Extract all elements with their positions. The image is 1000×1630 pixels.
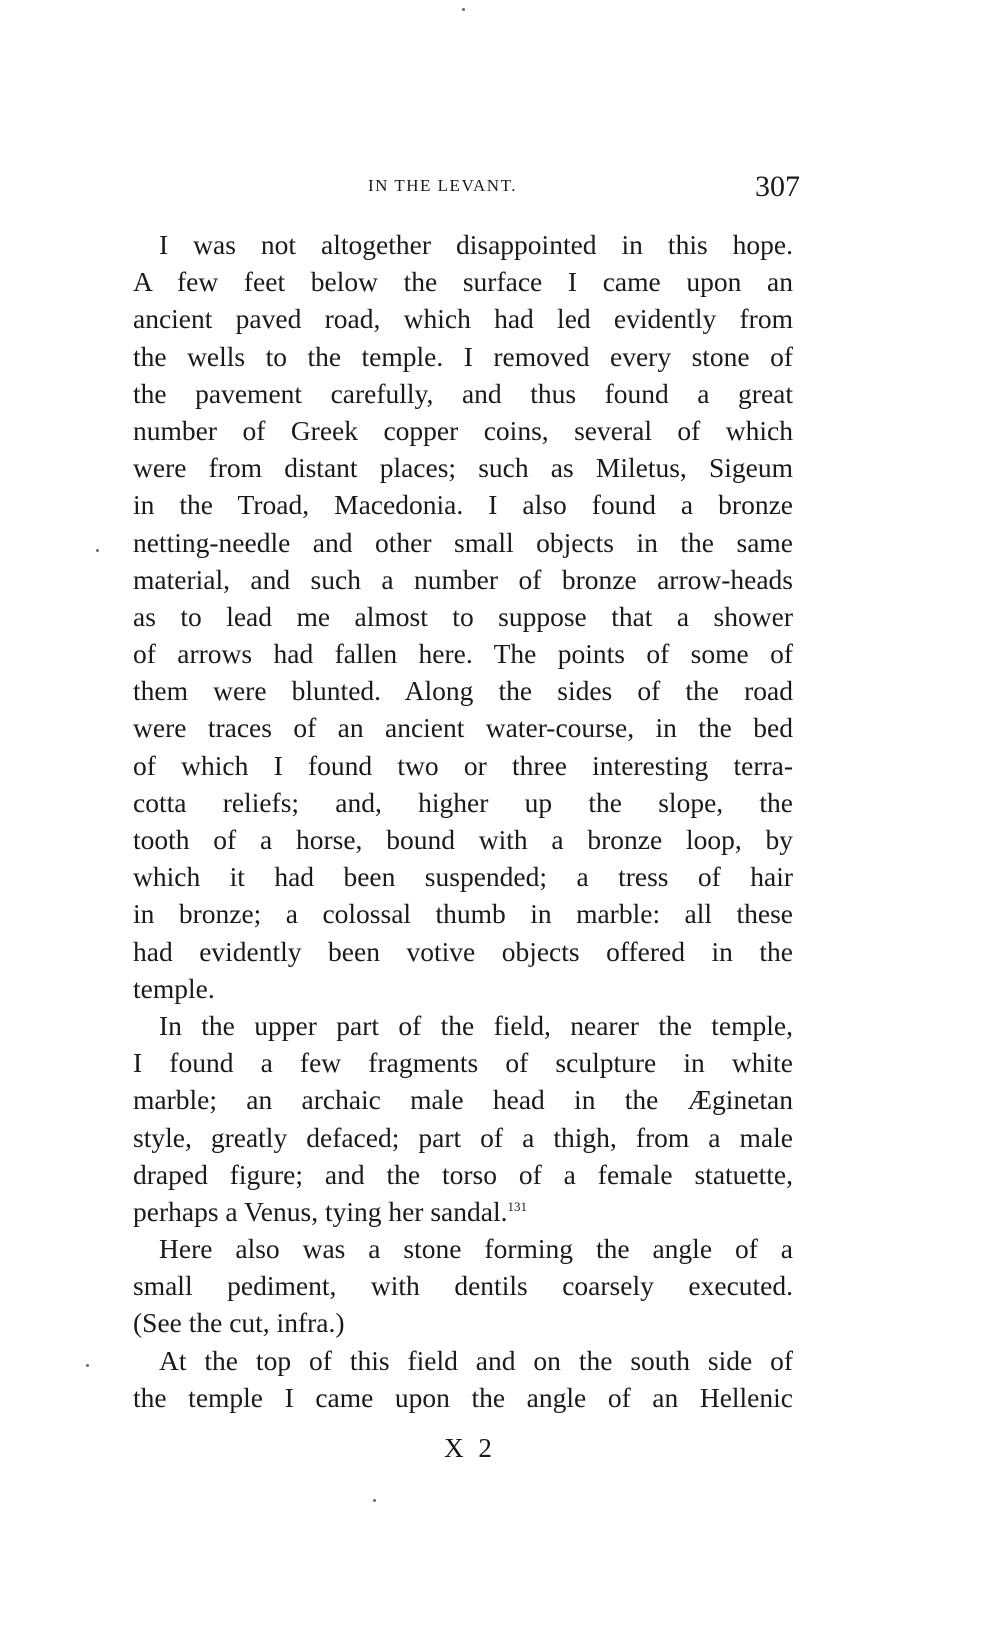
text-line: temple. — [133, 972, 215, 1004]
text-line: had evidently been votive objects offered in the — [133, 935, 793, 967]
text-line: tooth of a horse, bound with a bronze loop, by — [133, 824, 793, 855]
text-line: netting-needle and other small objects in the same — [133, 526, 793, 558]
text-line: were traces of an ancient water-course, in the bed — [133, 712, 793, 744]
text-line: At the top of this field and on the south side of — [159, 1344, 793, 1376]
text-line: ancient paved road, which had led evidently from — [133, 303, 793, 335]
signature-mark: X 2 — [444, 1433, 496, 1463]
text-line: small pediment, with dentils coarsely executed. — [133, 1270, 793, 1302]
text-line: were from distant places; such as Miletus, Sigeum — [133, 452, 793, 484]
text-line: (See the cut, infra.) — [133, 1307, 345, 1339]
print-speck — [96, 549, 99, 552]
text-line: the pavement carefully, and thus found a great — [133, 377, 793, 409]
page-header — [140, 170, 800, 210]
text-line: perhaps a Venus, tying her sandal. — [133, 1195, 508, 1227]
text-line: of arrows had fallen here. The points of some of — [133, 638, 793, 670]
running-head: IN THE LEVANT. — [368, 176, 517, 195]
text-line: as to lead me almost to suppose that a shower — [133, 600, 793, 632]
text-line: I found a few fragments of sculpture in white — [133, 1047, 793, 1079]
text-line: Here also was a stone forming the angle of a — [159, 1233, 793, 1265]
text-line: in bronze; a colossal thumb in marble: all these — [133, 898, 793, 930]
text-line: material, and such a number of bronze arrow-heads — [133, 563, 793, 595]
text-line: A few feet below the surface I came upon an — [133, 266, 793, 298]
text-line: which it had been suspended; a tress of hair — [133, 861, 793, 893]
text-line: of which I found two or three interesting terra- — [133, 749, 793, 781]
page-number: 307 — [755, 170, 800, 203]
print-speck — [462, 8, 465, 11]
text-line: marble; an archaic male head in the Æginetan — [133, 1084, 793, 1116]
text-line: the wells to the temple. I removed every stone of — [133, 340, 793, 372]
text-line: number of Greek copper coins, several of which — [133, 414, 793, 446]
footnote-marker: 131 — [507, 1198, 527, 1214]
text-line: In the upper part of the field, nearer the temple, — [159, 1009, 793, 1041]
text-line: cotta reliefs; and, higher up the slope, the — [133, 786, 793, 818]
body-text — [133, 226, 793, 1416]
text-line: draped figure; and the torso of a female statuette, — [133, 1158, 793, 1190]
text-line: in the Troad, Macedonia. I also found a bronze — [133, 489, 793, 521]
print-speck — [86, 1364, 89, 1367]
text-line: them were blunted. Along the sides of the road — [133, 675, 793, 707]
print-speck — [373, 1499, 376, 1502]
text-line: style, greatly defaced; part of a thigh, from a male — [133, 1121, 793, 1153]
text-line: the temple I came upon the angle of an Hellenic — [133, 1381, 793, 1413]
text-line-with-footnote — [133, 1193, 793, 1230]
text-line: I was not altogether disappointed in this hope. — [159, 229, 793, 260]
